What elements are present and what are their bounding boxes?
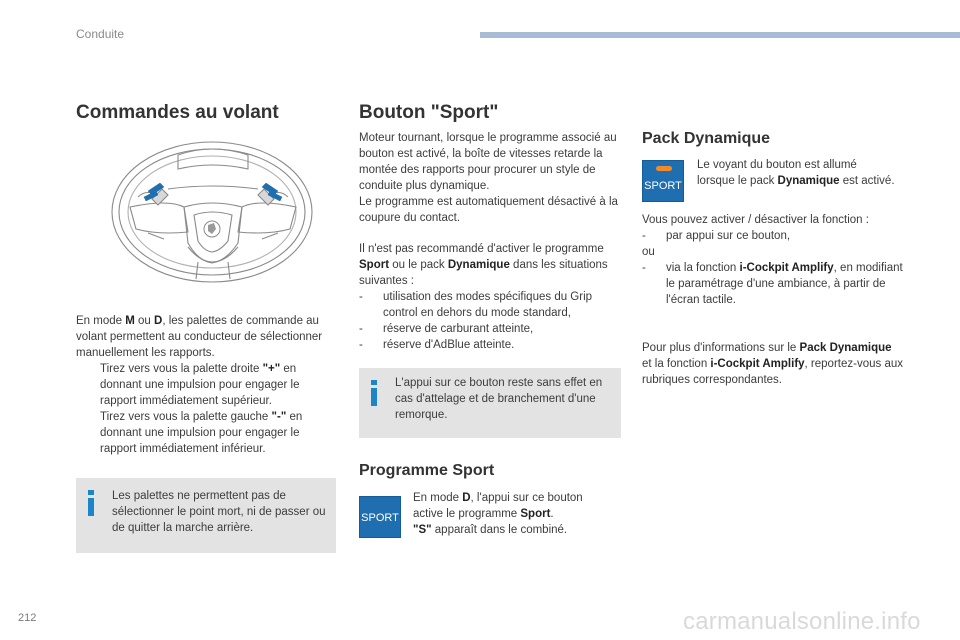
sport-button[interactable] <box>359 496 401 538</box>
title-pack-dynamique: Pack Dynamique <box>642 130 771 147</box>
activation-block <box>642 212 904 308</box>
info-icon <box>88 490 94 516</box>
programme-sport-text: En mode D, l'appui sur ce bouton active le programme Sport. "S" apparaît dans le combiné. <box>413 492 583 536</box>
steering-wheel-illustration <box>108 137 318 287</box>
info-text: Les palettes ne permettent pas de sélectionner le point mort, ni de passer ou de quitter la marche arrière. <box>112 490 326 534</box>
or-text: ou <box>642 246 655 258</box>
list-item: - par appui sur ce bouton, <box>642 230 791 242</box>
led-indicator-icon <box>656 166 672 171</box>
sport-button-label: SPORT <box>361 512 399 524</box>
left-intro-block <box>76 313 326 457</box>
list-item: - utilisation des modes spécifiques du Grip control en dehors du mode standard, <box>359 291 593 319</box>
info-box-remorque <box>359 368 621 438</box>
activation-para: Vous pouvez activer / désactiver la fonction : <box>642 214 869 226</box>
info-icon <box>371 380 377 406</box>
bullet-downshift: Tirez vers vous la palette gauche "-" en donnant une impulsion pour engager le rapport immédiatement inférieur. <box>100 411 303 455</box>
header-accent-bar <box>480 32 960 38</box>
sport-button-label: SPORT <box>644 180 682 192</box>
more-info-paragraph: Pour plus d'informations sur le Pack Dynamique et la fonction i-Cockpit Amplify, reportez-vous aux rubriques correspondantes. <box>642 342 903 386</box>
sport-description <box>359 130 621 226</box>
page-number: 212 <box>18 612 37 624</box>
list-item: - via la fonction i-Cockpit Amplify, en modifiant le paramétrage d'une ambiance, à partir de l'écran tactile. <box>642 262 903 306</box>
led-description: Le voyant du bouton est allumé lorsque le pack Dynamique est activé. <box>697 159 895 187</box>
title-bouton-sport: Bouton "Sport" <box>359 102 499 123</box>
watermark: carmanualsonline.info <box>683 608 921 635</box>
sport-para-1: Moteur tournant, lorsque le programme associé au bouton est activé, la boîte de vitesses retarde la montée des rapports pour procurer un style de conduite plus dynamique. <box>359 132 617 192</box>
sport-warning-block <box>359 241 621 353</box>
list-item: - réserve d'AdBlue atteinte. <box>359 339 515 351</box>
sport-para-2: Le programme est automatiquement désactivé à la coupure du contact. <box>359 196 618 224</box>
title-programme-sport: Programme Sport <box>359 462 495 479</box>
section-label: Conduite <box>76 27 125 41</box>
sport-para-3: Il n'est pas recommandé d'activer le programme Sport ou le pack Dynamique dans les situations suivantes : <box>359 243 608 287</box>
info-box-palettes <box>76 478 336 553</box>
sport-button-led[interactable] <box>642 160 684 202</box>
title-commandes-volant: Commandes au volant <box>76 102 279 123</box>
list-item: - réserve de carburant atteinte, <box>359 323 534 335</box>
info-text: L'appui sur ce bouton reste sans effet en cas d'attelage et de branchement d'une remorque. <box>395 377 603 421</box>
bullet-upshift: Tirez vers vous la palette droite "+" en donnant une impulsion pour engager le rapport immédiatement supérieur. <box>100 363 300 407</box>
steering-wheel-icon <box>108 137 318 287</box>
intro-paragraph: En mode M ou D, les palettes de commande au volant permettent au conducteur de sélectionner manuellement les rapports. <box>76 315 323 359</box>
